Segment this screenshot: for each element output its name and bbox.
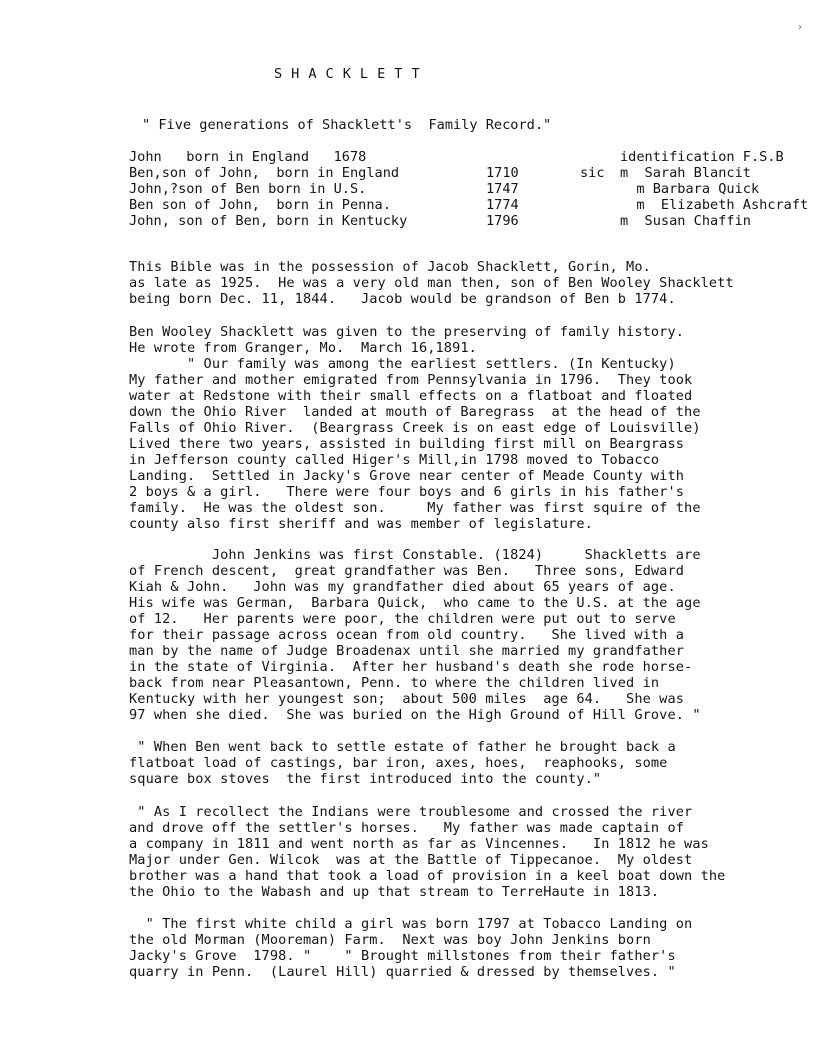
text-line: being born Dec. 11, 1844. Jacob would be grandson of Ben b 1774. — [129, 291, 676, 307]
text-line: Ben Wooley Shacklett was given to the preserving of family history. — [129, 324, 685, 340]
text-line: " The first white child a girl was born 1797 at Tobacco Landing on — [129, 916, 693, 932]
text-line: Kentucky with her youngest son; about 500 miles age 64. She was — [129, 691, 685, 707]
text-line: Jacky's Grove 1798. " " Brought millstones from their father's — [129, 948, 676, 964]
generation-name: Ben,son of John, born in England — [129, 165, 400, 181]
text-line: His wife was German, Barbara Quick, who came to the U.S. at the age — [129, 595, 701, 611]
page-title: SHACKLETT — [274, 66, 429, 82]
text-line: Lived there two years, assisted in building first mill on Beargrass — [129, 436, 685, 452]
text-line: He wrote from Granger, Mo. March 16,1891. — [129, 340, 477, 356]
text-line: man by the name of Judge Broadenax until she married my grandfather — [129, 643, 685, 659]
generation-year: 1774 — [486, 197, 519, 213]
generation-row — [0, 165, 816, 181]
generation-year: 1747 — [486, 181, 519, 197]
text-line: square box stoves the first introduced into the county." — [129, 771, 602, 787]
text-line: water at Redstone with their small effects on a flatboat and floated — [129, 388, 693, 404]
text-line: " Our family was among the earliest settlers. (In Kentucky) — [129, 356, 676, 372]
generation-name: Ben son of John, born in Penna. — [129, 197, 391, 213]
text-line: quarry in Penn. (Laurel Hill) quarried & dressed by themselves. " — [129, 964, 676, 980]
text-line: My father and mother emigrated from Pennsylvania in 1796. They took — [129, 372, 693, 388]
text-line: in the state of Virginia. After her husband's death she rode horse- — [129, 659, 693, 675]
generation-spouse: identification F.S.B — [620, 149, 784, 165]
text-line: of French descent, great grandfather was Ben. Three sons, Edward — [129, 563, 685, 579]
generation-spouse: m Sarah Blancit — [620, 165, 751, 181]
text-line: brother was a hand that took a load of provision in a keel boat down the — [129, 868, 726, 884]
generation-spouse: m Elizabeth Ashcraft — [620, 197, 809, 213]
text-line: down the Ohio River landed at mouth of Baregrass at the head of the — [129, 404, 701, 420]
text-line: as late as 1925. He was a very old man then, son of Ben Wooley Shacklett — [129, 275, 734, 291]
generation-name: John born in England 1678 — [129, 149, 367, 165]
generation-row — [0, 149, 816, 165]
generation-row — [0, 181, 816, 197]
text-line: family. He was the oldest son. My father was first squire of the — [129, 500, 701, 516]
generation-sic: sic — [580, 165, 605, 181]
text-line: the old Morman (Mooreman) Farm. Next was boy John Jenkins born — [129, 932, 651, 948]
text-line: This Bible was in the possession of Jacob Shacklett, Gorin, Mo. — [129, 259, 651, 275]
text-line: flatboat load of castings, bar iron, axes, hoes, reaphooks, some — [129, 755, 668, 771]
generation-name: John, son of Ben, born in Kentucky — [129, 213, 408, 229]
text-line: 2 boys & a girl. There were four boys and 6 girls in his father's — [129, 484, 685, 500]
text-line: 97 when she died. She was buried on the High Ground of Hill Grove. " — [129, 707, 701, 723]
generation-row — [0, 213, 816, 229]
text-line: Landing. Settled in Jacky's Grove near center of Meade County with — [129, 468, 685, 484]
generation-spouse: m Susan Chaffin — [620, 213, 751, 229]
text-line: back from near Pleasantown, Penn. to where the children lived in — [129, 675, 660, 691]
corner-mark: › — [797, 22, 804, 33]
generation-name: John,?son of Ben born in U.S. — [129, 181, 367, 197]
text-line: a company in 1811 and went north as far as Vincennes. In 1812 he was — [129, 836, 709, 852]
text-line: Major under Gen. Wilcok was at the Battle of Tippecanoe. My oldest — [129, 852, 693, 868]
text-line: in Jefferson county called Higer's Mill,in 1798 moved to Tobacco — [129, 452, 660, 468]
text-line: Kiah & John. John was my grandfather died about 65 years of age. — [129, 579, 676, 595]
text-line: county also first sheriff and was member of legislature. — [129, 516, 593, 532]
page-subtitle: " Five generations of Shacklett's Family Record." — [142, 117, 552, 133]
generation-row — [0, 197, 816, 213]
text-line: and drove off the settler's horses. My father was made captain of — [129, 820, 685, 836]
text-line: Falls of Ohio River. (Beargrass Creek is on east edge of Louisville) — [129, 420, 701, 436]
text-line: " As I recollect the Indians were troublesome and crossed the river — [129, 804, 693, 820]
generation-year: 1710 — [486, 165, 519, 181]
text-line: for their passage across ocean from old country. She lived with a — [129, 627, 685, 643]
generation-spouse: m Barbara Quick — [620, 181, 760, 197]
text-line: John Jenkins was first Constable. (1824) Shackletts are — [129, 547, 701, 563]
text-line: " When Ben went back to settle estate of father he brought back a — [129, 739, 676, 755]
text-line: of 12. Her parents were poor, the children were put out to serve — [129, 611, 676, 627]
text-line: the Ohio to the Wabash and up that stream to TerreHaute in 1813. — [129, 884, 660, 900]
generation-year: 1796 — [486, 213, 519, 229]
